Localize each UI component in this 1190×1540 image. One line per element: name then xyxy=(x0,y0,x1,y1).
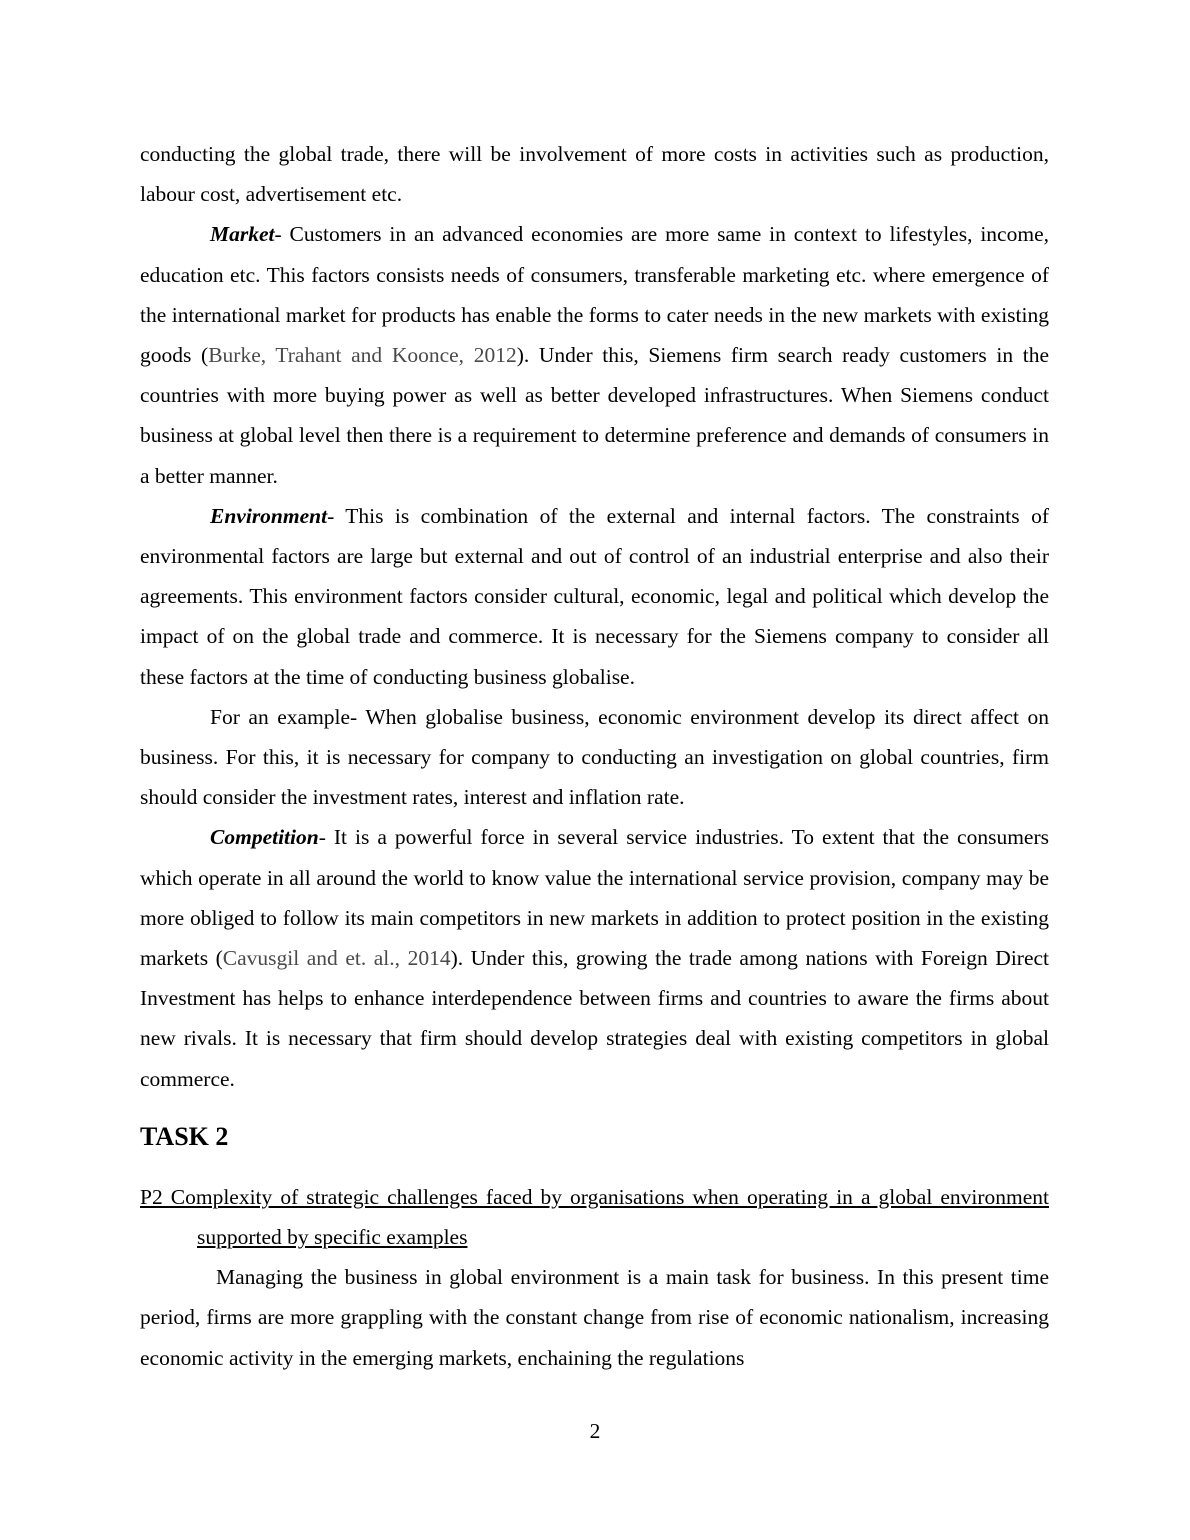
paragraph-market xyxy=(140,214,1049,495)
paragraph-continuation: conducting the global trade, there will be involvement of more costs in activities such as production, labour cost, advertisement etc. xyxy=(140,142,1049,207)
paragraph-competition xyxy=(140,817,1049,1098)
market-citation: Burke, Trahant and Koonce, 2012 xyxy=(208,343,517,368)
competition-separator: - xyxy=(318,825,334,850)
paragraph-example: For an example- When globalise business, economic environment develop its direct affect on business. For this, it is necessary for company to conducting an investigation on global countries, firm should consider the investment rates, interest and inflation rate. xyxy=(140,704,1049,810)
page-number: 2 xyxy=(589,1419,601,1443)
paragraph-task-intro: Managing the business in global environment is a main task for business. In this present time period, firms are more grappling with the constant change from rise of economic nationalism, increasing economic activity in the emerging markets, enchaining the regulations xyxy=(140,1265,1049,1370)
document-page xyxy=(140,134,1049,1378)
task-subheading: P2 Complexity of strategic challenges faced by organisations when operating in a global environment supported by specific examples xyxy=(140,1184,1049,1250)
paragraph-environment xyxy=(140,496,1049,697)
environment-text: This is combination of the external and internal factors. The constraints of environmental factors are large but external and out of control of an industrial enterprise and also their agreements. This environment factors consider cultural, economic, legal and political which develop the impact of on the global trade and commerce. It is necessary for the Siemens company to consider all these factors at the time of conducting business globalise. xyxy=(140,503,1049,689)
task-heading: TASK 2 xyxy=(140,1121,229,1151)
competition-citation: Cavusgil and et. al., 2014 xyxy=(222,946,451,971)
market-separator: - xyxy=(274,222,290,247)
competition-text-part1: It is a powerful force in several service industries. To extent that the consumers which operate in all around the world to know value the international service provision, company may be more obliged to follow its main competitors in new markets in addition to protect position in the existing markets ( xyxy=(140,825,1049,971)
environment-lead-term: Environment xyxy=(210,503,328,528)
market-lead-term: Market xyxy=(210,222,275,247)
competition-lead-term: Competition xyxy=(210,825,319,850)
market-text-part2: ). Under this, Siemens firm search ready customers in the countries with more buying power as well as better developed infrastructures. When Siemens conduct business at global level then there is a requirement to determine preference and demands of consumers in a better manner. xyxy=(140,343,1050,488)
competition-text-part2: ). Under this, growing the trade among nations with Foreign Direct Investment has helps to enhance interdependence between firms and countries to aware the firms about new rivals. It is necessary that firm should develop strategies deal with existing competitors in global commerce. xyxy=(140,946,1050,1091)
market-text-part1: Customers in an advanced economies are more same in context to lifestyles, income, education etc. This factors consists needs of consumers, transferable marketing etc. where emergence of the international market for products has enable the forms to cater needs in the new markets with existing goods ( xyxy=(140,222,1049,368)
environment-separator: - xyxy=(327,503,346,528)
